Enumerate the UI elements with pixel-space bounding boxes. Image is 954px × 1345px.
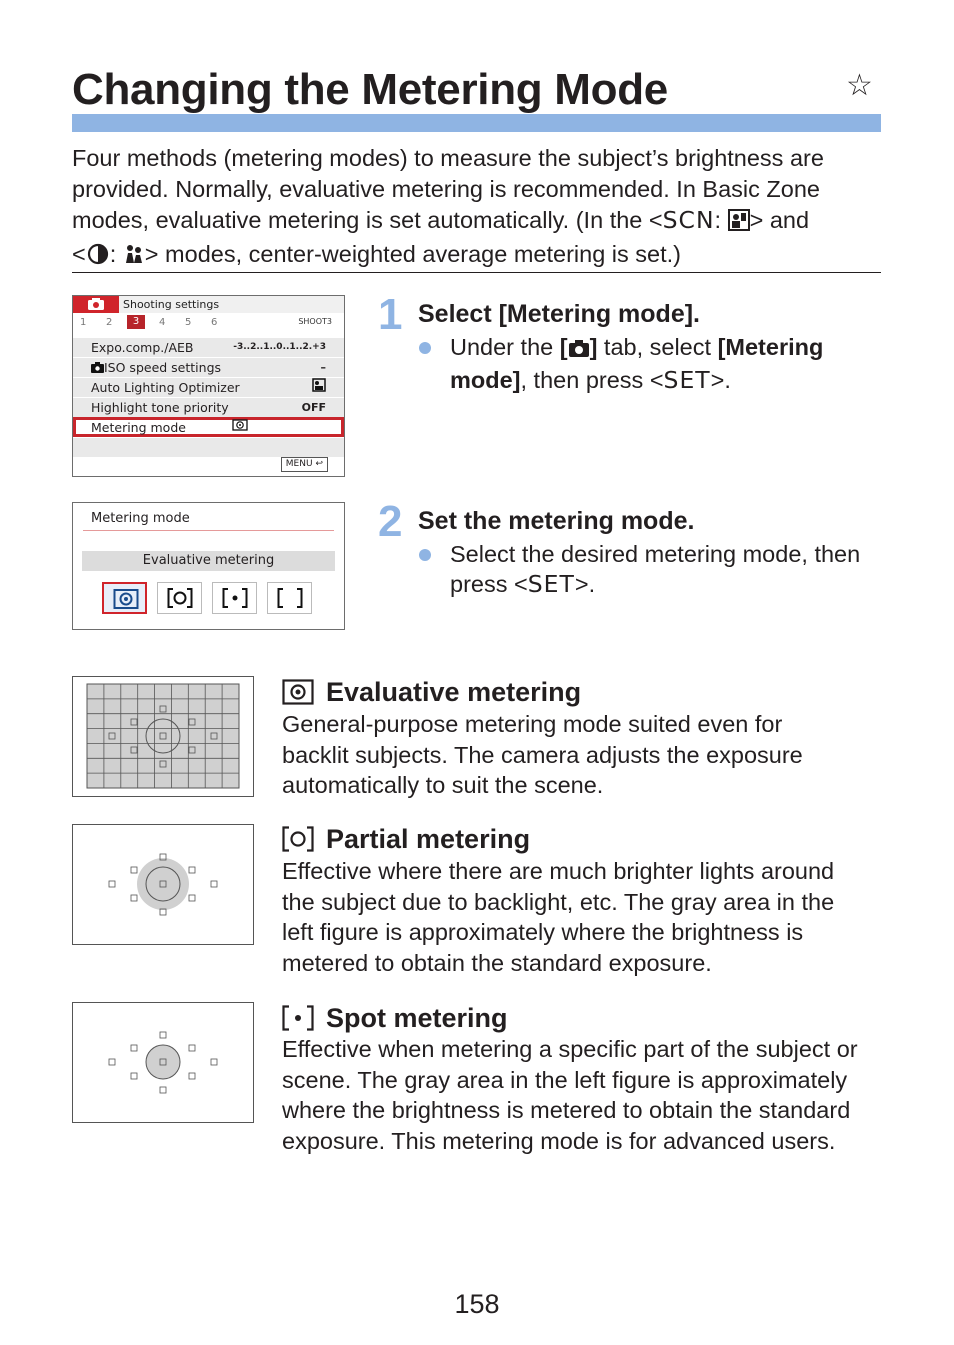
intro-line-text: modes, evaluative metering is set automatically. (In the < bbox=[72, 207, 663, 233]
shooting-settings-screen bbox=[72, 295, 345, 477]
page-title: Changing the Metering Mode bbox=[72, 65, 668, 114]
menu-tab[interactable]: 4 bbox=[159, 317, 166, 328]
evaluative-metering-icon bbox=[232, 418, 248, 437]
step-text: [ bbox=[559, 334, 568, 360]
intro-line: < : > modes, center-weighted average metering is set.) bbox=[72, 239, 882, 273]
mode-description-line: left figure is approximately where the brightness is bbox=[282, 919, 804, 945]
menu-row-value: -3..2..1..0..1..2.+3 bbox=[233, 342, 326, 352]
menu-row[interactable] bbox=[73, 397, 344, 417]
return-icon: ↩ bbox=[315, 459, 323, 469]
step-title: Set the metering mode. bbox=[418, 507, 695, 535]
intro-line-text: > and bbox=[749, 207, 810, 233]
page-number: 158 bbox=[454, 1289, 500, 1319]
step-instruction bbox=[450, 332, 880, 395]
menu-row[interactable] bbox=[73, 377, 344, 397]
step-text: >. bbox=[710, 367, 731, 393]
mode-description-line: the subject due to backlight, etc. The gray area in the bbox=[282, 888, 835, 915]
portrait-mode-icon bbox=[728, 208, 750, 239]
partial-metering-figure bbox=[72, 824, 254, 945]
kids-mode-icon bbox=[123, 242, 145, 273]
menu-row-label: Expo.comp./AEB bbox=[91, 340, 194, 355]
mode-description-line: automatically to suit the scene. bbox=[282, 772, 604, 798]
step-number: 2 bbox=[378, 497, 403, 546]
screen-header bbox=[73, 296, 344, 313]
mode-description-line: General-purpose metering mode suited even for bbox=[282, 711, 783, 737]
bullet-dot bbox=[419, 342, 431, 354]
menu-row-empty bbox=[73, 437, 344, 457]
title-underline-bar bbox=[72, 114, 881, 132]
mode-title bbox=[282, 676, 581, 712]
evaluative-metering-option[interactable] bbox=[102, 582, 147, 614]
menu-row-value: OFF bbox=[301, 401, 326, 414]
menu-tab[interactable]: 6 bbox=[211, 317, 218, 328]
mode-description-line: scene. The gray area in the left figure is approximately bbox=[282, 1066, 848, 1093]
step-text: Select the desired metering mode, then bbox=[450, 541, 861, 567]
mode-description bbox=[282, 856, 882, 978]
step-text: ] bbox=[589, 334, 598, 360]
menu-row[interactable] bbox=[73, 337, 344, 357]
mode-title-text: Spot metering bbox=[326, 1003, 508, 1033]
section-divider bbox=[72, 272, 881, 273]
menu-tab[interactable]: 5 bbox=[185, 317, 192, 328]
set-button-label: SET bbox=[663, 366, 711, 394]
step-text: [Metering bbox=[717, 334, 824, 360]
intro-line: Four methods (metering modes) to measure the subject’s brightness are bbox=[72, 145, 824, 171]
scn-mode-label: SCN bbox=[662, 206, 715, 234]
step-text: mode] bbox=[450, 367, 521, 393]
mode-title bbox=[282, 1002, 508, 1038]
step-text: >. bbox=[574, 571, 596, 597]
partial-metering-option[interactable] bbox=[157, 582, 202, 614]
menu-tab[interactable]: 1 bbox=[80, 317, 87, 328]
step-text: Under the bbox=[450, 334, 560, 360]
menu-row-label-text: ISO speed settings bbox=[104, 360, 222, 375]
step-text: tab, select bbox=[597, 334, 718, 360]
set-button-label: SET bbox=[527, 570, 575, 598]
menu-tab-selected[interactable]: 3 bbox=[127, 315, 145, 329]
menu-tabs bbox=[73, 314, 344, 332]
intro-paragraph bbox=[72, 143, 882, 273]
intro-line-text: < bbox=[72, 241, 86, 267]
mode-description-line: backlit subjects. The camera adjusts the exposure bbox=[282, 741, 803, 768]
star-icon: ☆ bbox=[846, 68, 873, 103]
camera-tab-icon bbox=[73, 296, 119, 313]
menu-row-metering-selected[interactable] bbox=[73, 417, 344, 437]
mode-description-line: metered to obtain the standard exposure. bbox=[282, 949, 712, 976]
step-title: Select [Metering mode]. bbox=[418, 300, 700, 328]
menu-row-label: Metering mode bbox=[91, 420, 186, 435]
creative-filter-icon bbox=[86, 242, 110, 273]
mode-description-line: Effective when metering a specific part of the subject or bbox=[282, 1036, 858, 1062]
bullet-dot bbox=[419, 549, 431, 561]
auto-lighting-icon bbox=[312, 378, 326, 398]
mode-title-text: Partial metering bbox=[326, 824, 531, 854]
evaluative-metering-figure bbox=[72, 676, 254, 797]
menu-tab[interactable]: 2 bbox=[106, 317, 113, 328]
camera-tab-icon bbox=[568, 335, 590, 365]
intro-line-text: > modes, center-weighted average metering is set.) bbox=[144, 241, 681, 267]
menu-button-label: MENU bbox=[285, 459, 313, 469]
mode-description-line: exposure. This metering mode is for advanced users. bbox=[282, 1127, 836, 1154]
mode-title-text: Evaluative metering bbox=[326, 677, 582, 707]
metering-screen-title: Metering mode bbox=[91, 511, 190, 526]
step-instruction bbox=[450, 539, 880, 599]
metering-mode-screen bbox=[72, 502, 345, 630]
screen-header-title: Shooting settings bbox=[123, 298, 220, 311]
step-text: press < bbox=[450, 571, 528, 597]
spot-metering-figure bbox=[72, 1002, 254, 1123]
metering-screen-divider bbox=[83, 530, 334, 531]
mode-description-line: Effective where there are much brighter lights around bbox=[282, 858, 835, 884]
menu-row[interactable] bbox=[73, 357, 344, 377]
mode-title bbox=[282, 823, 530, 859]
center-weighted-metering-option[interactable] bbox=[267, 582, 312, 614]
mode-description bbox=[282, 709, 882, 801]
intro-line: provided. Normally, evaluative metering is recommended. In Basic Zone bbox=[72, 176, 820, 202]
mode-description bbox=[282, 1034, 882, 1156]
menu-tab-code: SHOOT3 bbox=[298, 317, 332, 326]
mode-description-line: where the brightness is metered to obtain the standard bbox=[282, 1097, 851, 1123]
step-text: , then press < bbox=[520, 367, 664, 393]
metering-selected-name: Evaluative metering bbox=[82, 551, 335, 571]
partial-metering-icon bbox=[282, 826, 314, 859]
menu-row-label bbox=[91, 358, 221, 377]
intro-line: modes, evaluative metering is set automatically. (In the <SCN: > and bbox=[72, 205, 882, 239]
menu-row-label: Auto Lighting Optimizer bbox=[91, 380, 240, 395]
menu-back-button[interactable] bbox=[281, 457, 328, 472]
menu-row-value: – bbox=[320, 361, 326, 374]
spot-metering-option[interactable] bbox=[212, 582, 257, 614]
evaluative-metering-icon bbox=[282, 679, 314, 712]
menu-row-label: Highlight tone priority bbox=[91, 400, 229, 415]
step-number: 1 bbox=[378, 290, 403, 339]
